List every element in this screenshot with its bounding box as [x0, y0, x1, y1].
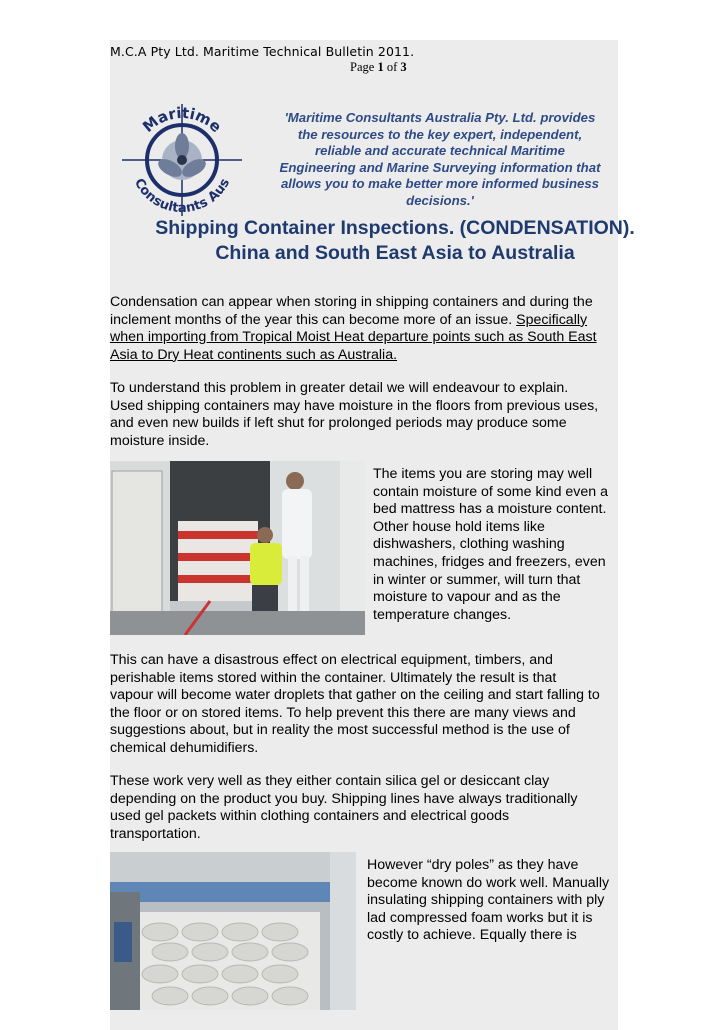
container-inspection-photo	[110, 461, 365, 635]
paragraph-explain: To understand this problem in greater detail we will endeavour to explain. Used shipping containers may have moisture in the floors from previous uses, and even new builds if left shut for prolonged periods may produce some moisture inside.	[110, 380, 599, 449]
container-cargo-photo	[110, 852, 356, 1010]
logo-text-top: Maritime	[139, 104, 226, 137]
side-text-dry-poles: However “dry poles” as they have become known do work well. Manually insulating shipping containers with ply lad compressed foam works but it is costly to achieve. Equally there is	[367, 857, 610, 944]
bulletin-header: M.C.A Pty Ltd. Maritime Technical Bulletin 2011.	[110, 44, 415, 59]
maritime-consultants-logo	[118, 104, 246, 216]
paragraph-dehumidifiers: These work very well as they either contain silica gel or desiccant clay depending on the product you buy. Shipping lines have always traditionally used gel packets within clothing containers and electrical goods transportation.	[110, 773, 578, 842]
page-title: Shipping Container Inspections. (CONDENSATION). China and South East Asia to Australia	[155, 217, 635, 264]
paragraph-effects: This can have a disastrous effect on electrical equipment, timbers, and perishable items stored within the container. Ultimately the result is that vapour will become water droplets that gather on the ceiling and start falling to the floor or on stored items. To help prevent this there are many views and suggestions about, but in reality the most successful method is the use of chemical dehumidifiers.	[110, 652, 600, 756]
company-quote: 'Maritime Consultants Australia Pty. Ltd. provides the resources to the key expert, independent, reliable and accurate technical Maritime Engineering and Marine Surveying information that allows you to make better more informed business decisions.'	[279, 110, 601, 208]
side-text-moisture: The items you are storing may well contain moisture of some kind even a bed mattress has a moisture content. Other house hold items like dishwashers, clothing washing machines, fridges and freezers, even in winter or summer, will turn that moisture to vapour and as the temperature changes.	[373, 466, 609, 623]
page-number: Page 1 of 3	[350, 60, 407, 74]
paragraph-intro: Condensation can appear when storing in shipping containers and during the inclement months of the year this can become more of an issue. Specifically when importing from Tropical Moist Heat departure points such as South East Asia to Dry Heat continents such as Australia.	[110, 294, 597, 363]
propeller-icon	[155, 133, 209, 181]
logo-text-bottom: Consultants Aus	[130, 176, 234, 216]
